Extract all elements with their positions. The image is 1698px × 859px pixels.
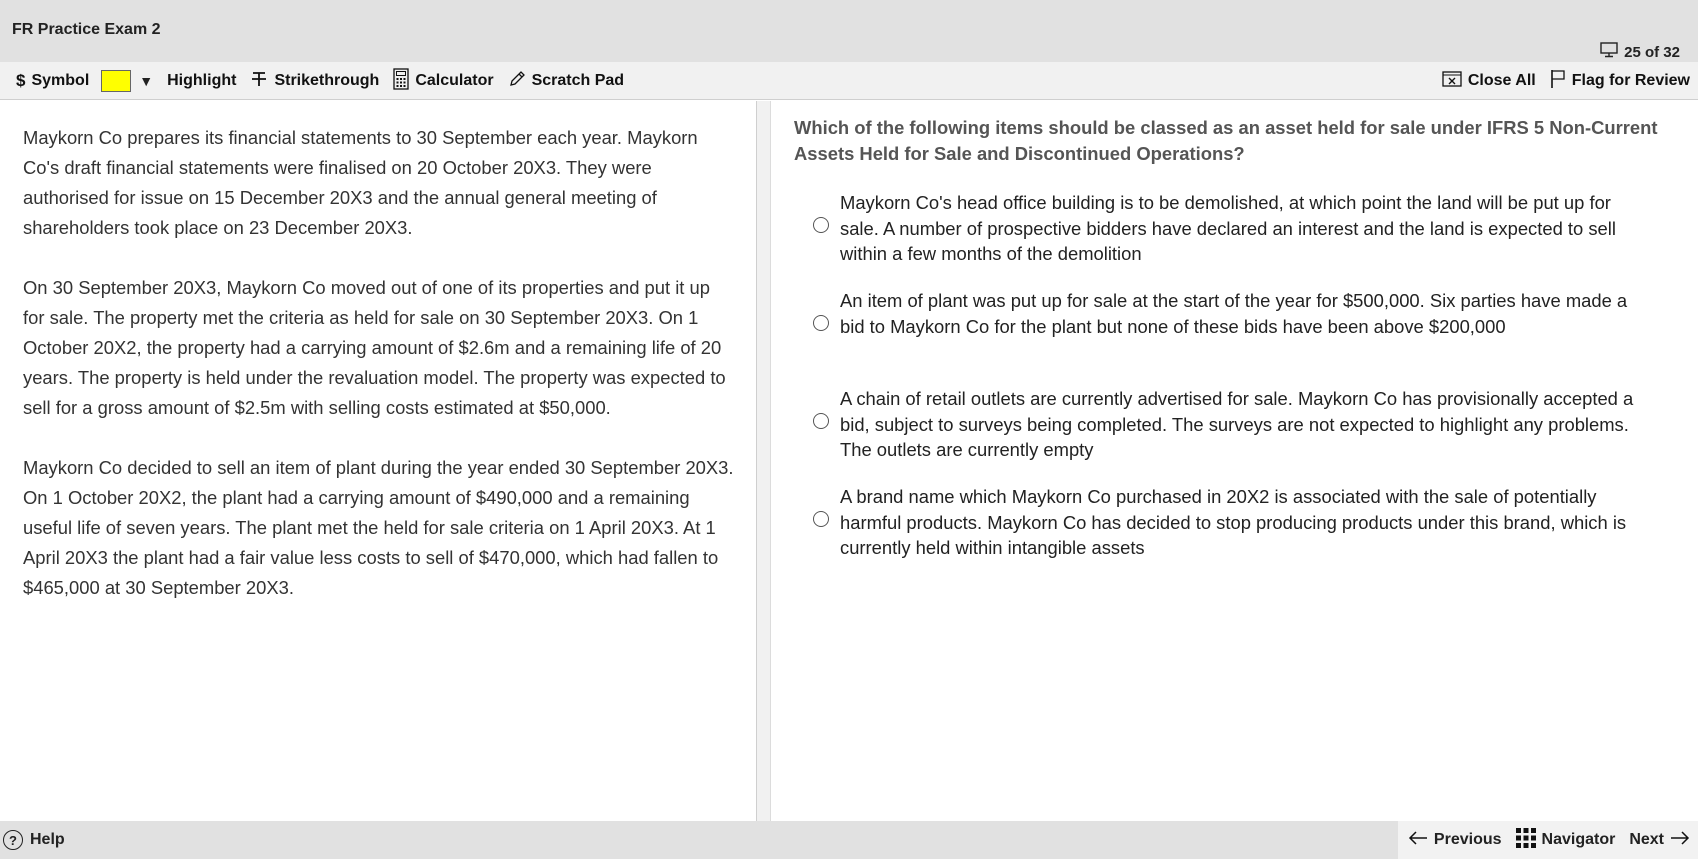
navigator-label: Navigator — [1541, 831, 1616, 848]
bottom-bar — [0, 821, 1698, 859]
close-window-icon — [1442, 70, 1462, 93]
answer-radio[interactable] — [813, 315, 829, 331]
previous-button[interactable] — [1408, 831, 1502, 850]
flag-for-review-button[interactable] — [1550, 69, 1690, 94]
answer-option-3[interactable] — [771, 386, 1698, 484]
answer-option-2[interactable] — [771, 288, 1698, 386]
answer-radio[interactable] — [813, 217, 829, 233]
highlight-color-swatch[interactable] — [101, 70, 131, 92]
answer-options — [771, 190, 1698, 582]
navigation-controls — [1398, 821, 1698, 859]
scenario-pane[interactable] — [0, 101, 757, 821]
answer-text: An item of plant was put up for sale at the start of the year for $500,000. Six parties have made a bid to Maykorn Co for the plant but none of these bids have been above $200,000 — [840, 290, 1628, 337]
scenario-paragraph: Maykorn Co prepares its financial statements to 30 September each year. Maykorn Co's draft financial statements were finalised on 20 October 20X3. They were authorised for issue on 15 December 20X3 and the annual general meeting of shareholders took place on 23 December 20X3. — [23, 127, 698, 238]
navigator-button[interactable] — [1516, 828, 1616, 853]
scratch-pad-label: Scratch Pad — [531, 72, 625, 89]
question-counter — [1600, 42, 1680, 62]
calculator-label: Calculator — [415, 72, 494, 89]
close-all-button[interactable] — [1442, 70, 1536, 93]
calculator-icon — [393, 68, 409, 95]
scenario-text — [0, 101, 756, 603]
answer-text: A chain of retail outlets are currently advertised for sale. Maykorn Co has provisionally accepted a bid, subject to surveys being completed. The surveys are not expected to highlight any problems. The outlets are currently empty — [840, 388, 1634, 460]
next-label: Next — [1629, 831, 1664, 848]
pencil-icon — [508, 70, 526, 93]
scenario-paragraph: Maykorn Co decided to sell an item of plant during the year ended 30 September 20X3. On 1 October 20X2, the plant had a carrying amount of $490,000 and a remaining useful life of seven years. The plant met the held for sale criteria on 1 April 20X3. At 1 April 20X3 the plant had a fair value less costs to sell of $470,000, which had fallen to $465,000 at 30 September 20X3. — [23, 457, 734, 598]
flag-icon — [1550, 69, 1566, 94]
close-all-label: Close All — [1467, 72, 1536, 89]
strikethrough-button[interactable] — [250, 70, 379, 93]
highlight-button[interactable] — [167, 72, 236, 90]
highlight-color-dropdown-icon[interactable]: ▼ — [139, 73, 154, 89]
title-bar — [0, 0, 1698, 62]
previous-label: Previous — [1433, 831, 1502, 848]
question-counter-text: 25 of 32 — [1624, 43, 1680, 61]
answer-text: A brand name which Maykorn Co purchased in 20X2 is associated with the sale of potentially harmful products. Maykorn Co has decided to stop producing products under this brand, which is currently held within intangible assets — [840, 486, 1627, 558]
calculator-button[interactable] — [393, 68, 493, 95]
strikethrough-label: Strikethrough — [274, 72, 380, 89]
scenario-paragraph: On 30 September 20X3, Maykorn Co moved out of one of its properties and put it up for sale. The property met the criteria as held for sale on 30 September 20X3. On 1 October 20X2, the property had a carrying amount of $2.6m and a remaining life of 20 years. The property is held under the revaluation model. The property was expected to sell for a gross amount of $2.5m with selling costs estimated at $50,000. — [23, 277, 726, 418]
symbol-label: Symbol — [31, 72, 90, 89]
answer-radio[interactable] — [813, 413, 829, 429]
pane-splitter[interactable] — [757, 101, 771, 821]
answer-option-1[interactable] — [771, 190, 1698, 288]
arrow-right-icon — [1670, 831, 1690, 850]
toolbar — [0, 62, 1698, 100]
next-button[interactable] — [1629, 831, 1690, 850]
monitor-icon — [1600, 42, 1618, 62]
exam-title: FR Practice Exam 2 — [12, 21, 161, 38]
help-icon: ? — [3, 830, 23, 850]
question-pane — [771, 101, 1698, 821]
flag-for-review-label: Flag for Review — [1571, 72, 1690, 89]
answer-text: Maykorn Co's head office building is to be demolished, at which point the land will be put up for sale. A number of prospective bidders have declared an interest and the land is expected to sell within a few months of the demolition — [840, 192, 1616, 264]
answer-option-4[interactable] — [771, 484, 1698, 582]
answer-radio[interactable] — [813, 511, 829, 527]
dollar-icon: $ — [16, 71, 26, 90]
scratch-pad-button[interactable] — [508, 70, 624, 93]
symbol-button[interactable] — [16, 71, 89, 91]
help-label: Help — [30, 831, 65, 848]
question-text: Which of the following items should be classed as an asset held for sale under IFRS 5 Non-Current Assets Held for Sale and Discontinued Operations? — [794, 117, 1658, 164]
help-button[interactable] — [3, 821, 65, 859]
strikethrough-icon — [250, 70, 268, 93]
arrow-left-icon — [1408, 831, 1428, 850]
grid-icon — [1516, 828, 1536, 853]
highlight-label: Highlight — [167, 72, 237, 89]
